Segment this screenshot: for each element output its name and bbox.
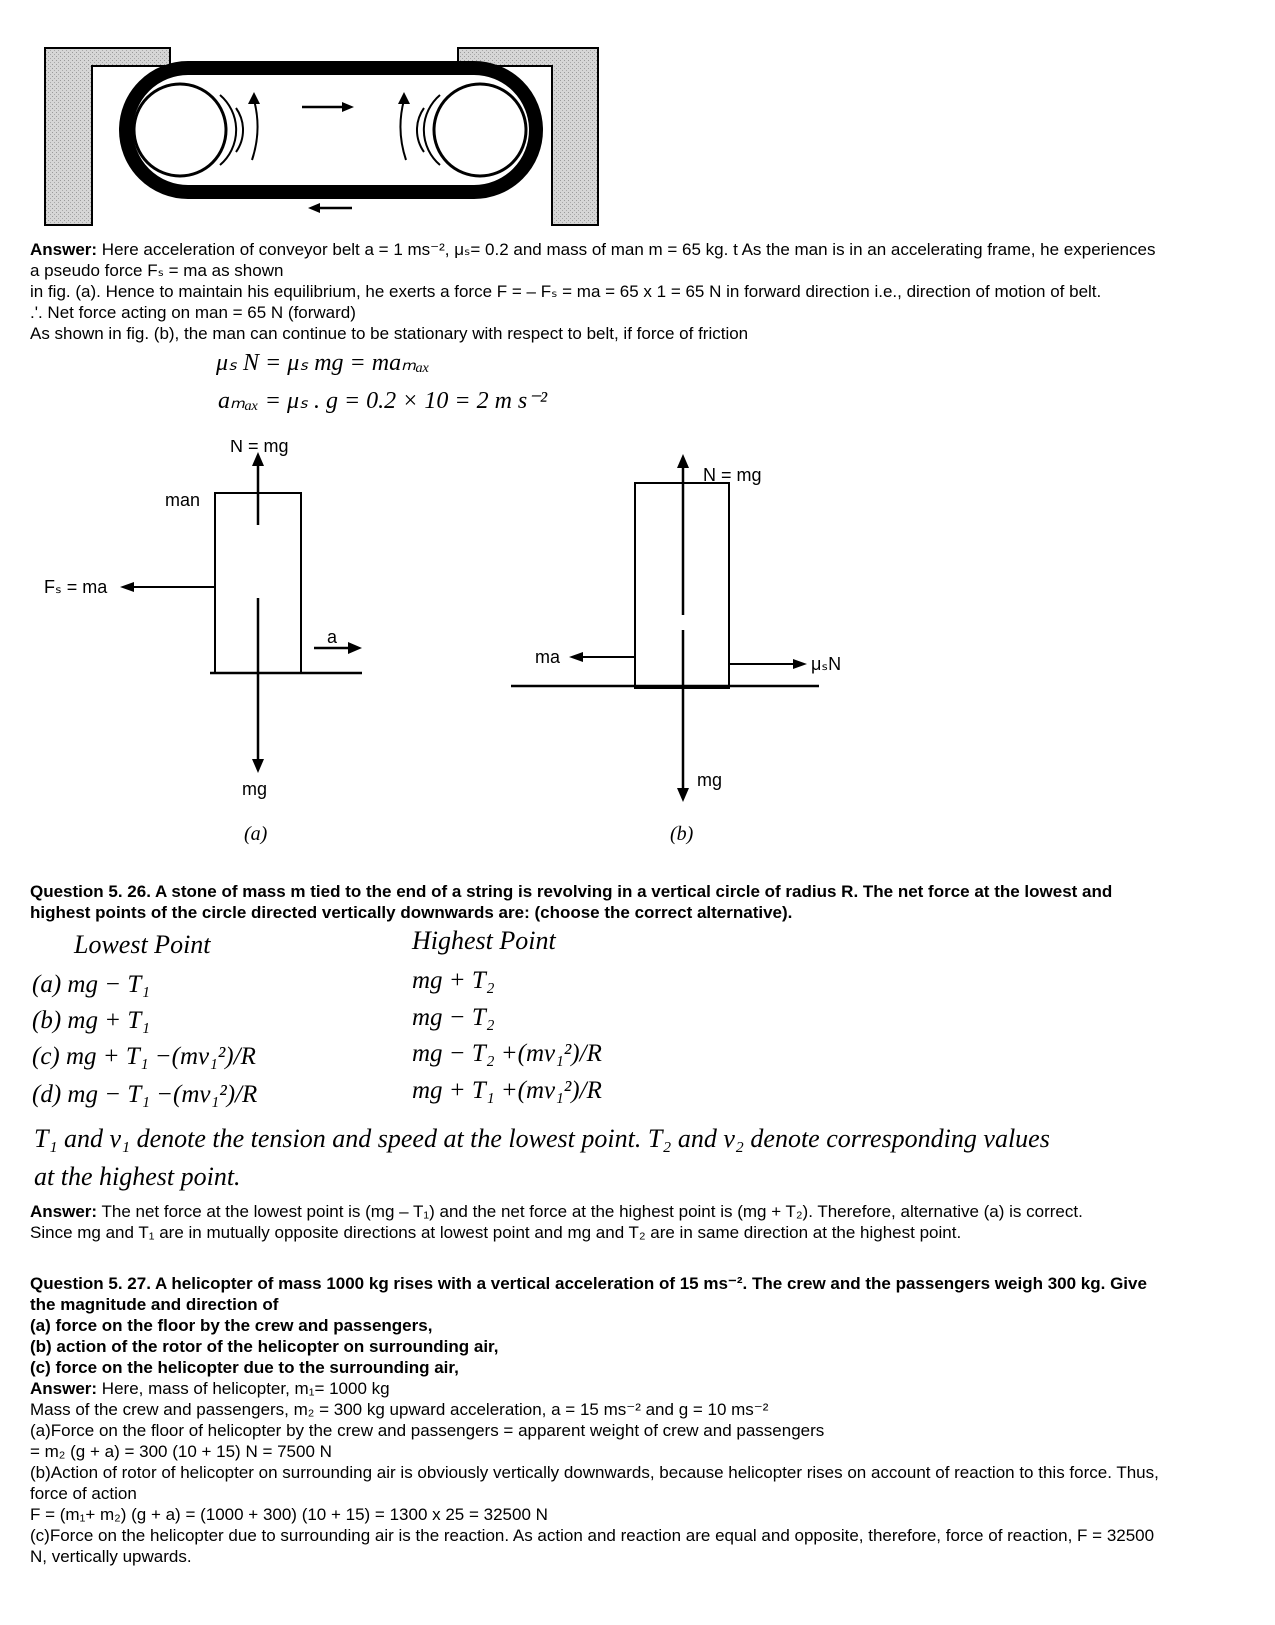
answer-line: .'. Net force acting on man = 65 N (forward)	[30, 303, 356, 322]
label-weight: mg	[242, 779, 268, 799]
option-highest: mg + T₁ +(mv₁²)/R	[412, 1077, 602, 1104]
answer-label: Answer:	[30, 240, 98, 259]
label-normal-force: N = mg	[703, 465, 762, 485]
answer-label: Answer:	[30, 1202, 98, 1221]
option-lowest: (b) mg + T₁	[32, 1007, 150, 1034]
option-highest: mg + T₂	[412, 967, 495, 994]
free-body-diagram-b	[505, 440, 865, 860]
label-normal-force: N = mg	[230, 440, 289, 456]
answer-line: = m₂ (g + a) = 300 (10 + 15) N = 7500 N	[30, 1442, 332, 1461]
label-man: man	[165, 490, 201, 510]
question-part: (c) force on the helicopter due to the surrounding air,	[30, 1358, 459, 1377]
label-pseudo-force: ma	[535, 647, 561, 667]
label-pseudo-force: Fₛ = ma	[44, 577, 108, 597]
answer-line: a pseudo force Fₛ = ma as shown	[30, 261, 284, 280]
column-header-lowest: Lowest Point	[74, 930, 211, 959]
question-note: T₁ and v₁ denote the tension and speed at the lowest point. T₂ and v₂ denote corresponding values	[34, 1124, 1050, 1153]
answer-label: Answer:	[30, 1379, 98, 1398]
equation-amax: aₘₐₓ = μₛ . g = 0.2 × 10 = 2 m s⁻²	[218, 388, 548, 414]
answer-line: (c)Force on the helicopter due to surrounding air is the reaction. As action and reaction are equal and opposite, therefore, force of reaction, F = 32500	[30, 1526, 1155, 1545]
column-header-highest: Highest Point	[412, 926, 556, 955]
option-lowest: (a) mg − T₁	[32, 971, 150, 998]
question-note: at the highest point.	[34, 1162, 241, 1191]
equation-friction: μₛ N = μₛ mg = maₘₐₓ	[216, 350, 430, 376]
conveyor-belt-figure	[40, 40, 620, 235]
question-heading: the magnitude and direction of	[30, 1295, 279, 1314]
question-heading: highest points of the circle directed vertically downwards are: (choose the correct alternative).	[30, 903, 793, 922]
answer-line: Here acceleration of conveyor belt a = 1 ms⁻², μₛ= 0.2 and mass of man m = 65 kg. t As the man is in an accelerating frame, he experiences	[97, 240, 1156, 259]
label-weight: mg	[697, 770, 723, 790]
answer-line: (b)Action of rotor of helicopter on surrounding air is obviously vertically downwards, because helicopter rises on account of reaction to this force. Thus,	[30, 1463, 1159, 1482]
question-part: (b) action of the rotor of the helicopter on surrounding air,	[30, 1337, 499, 1356]
conveyor-belt	[126, 68, 536, 192]
answer-line: N, vertically upwards.	[30, 1547, 192, 1566]
label-friction: μₛN	[811, 654, 842, 674]
free-body-diagram-a	[40, 440, 380, 860]
figure-caption-a: (a)	[244, 823, 268, 845]
answer-line: force of action	[30, 1484, 137, 1503]
question-part: (a) force on the floor by the crew and passengers,	[30, 1316, 433, 1335]
option-highest: mg − T₂ +(mv₁²)/R	[412, 1040, 602, 1067]
answer-line: The net force at the lowest point is (mg – T₁) and the net force at the highest point is (mg + T₂). Therefore, alternative (a) is correct.	[97, 1202, 1083, 1221]
answer-line: Mass of the crew and passengers, m₂ = 300 kg upward acceleration, a = 15 ms⁻² and g = 10 ms⁻²	[30, 1400, 769, 1419]
option-lowest: (c) mg + T₁ −(mv₁²)/R	[32, 1043, 256, 1070]
question-heading: Question 5. 27. A helicopter of mass 1000 kg rises with a vertical acceleration of 15 ms⁻². The crew and the passengers weigh 300 kg. Give	[30, 1274, 1147, 1293]
label-acceleration: a	[327, 627, 338, 647]
answer-line: (a)Force on the floor of helicopter by the crew and passengers = apparent weight of crew and passengers	[30, 1421, 825, 1440]
answer-line: Here, mass of helicopter, m₁= 1000 kg	[97, 1379, 390, 1398]
figure-caption-b: (b)	[670, 823, 694, 845]
answer-line: F = (m₁+ m₂) (g + a) = (1000 + 300) (10 + 15) = 1300 x 25 = 32500 N	[30, 1505, 548, 1524]
question-heading: Question 5. 26. A stone of mass m tied to the end of a string is revolving in a vertical circle of radius R. The net force at the lowest and	[30, 882, 1113, 901]
answer-line: As shown in fig. (b), the man can continue to be stationary with respect to belt, if force of friction	[30, 324, 749, 343]
answer-line: in fig. (a). Hence to maintain his equilibrium, he exerts a force F = – Fₛ = ma = 65 x 1 = 65 N in forward direction i.e., direction of motion of belt.	[30, 282, 1102, 301]
option-lowest: (d) mg − T₁ −(mv₁²)/R	[32, 1081, 258, 1108]
option-highest: mg − T₂	[412, 1004, 495, 1031]
answer-line: Since mg and T₁ are in mutually opposite directions at lowest point and mg and T₂ are in same direction at the highest point.	[30, 1223, 962, 1242]
